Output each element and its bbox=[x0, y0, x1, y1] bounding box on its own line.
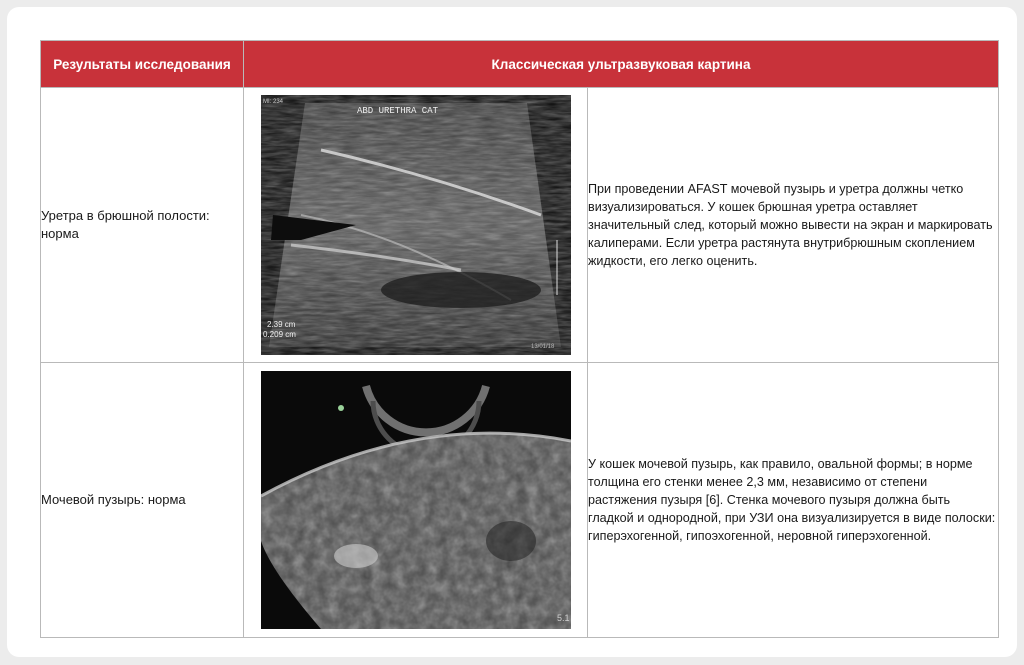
image-title: ABD URETHRA CAT bbox=[356, 106, 438, 116]
ultrasound-image-cell bbox=[244, 363, 588, 638]
content-card bbox=[7, 7, 1017, 657]
header-picture: Классическая ультразвуковая картина bbox=[244, 41, 999, 88]
image-date: 13/01/18 bbox=[530, 344, 554, 350]
caliper-measure-2: 0.209 cm bbox=[262, 330, 296, 339]
row-description: У кошек мочевой пузырь, как правило, овальной формы; в норме толщина его стенки менее 2,3 мм, независимо от степени растяжения пузыря [6]. Стенка мочевого пузыря должна быть гладкой и однородной, при УЗИ она визуализируется в виде полоски: гиперэхогенной, гипоэхогенной, неровной гиперэхогенной. bbox=[588, 363, 999, 638]
ultrasound-image-cell bbox=[244, 88, 588, 363]
results-table bbox=[40, 40, 999, 638]
row-label: Уретра в брюшной полости: норма bbox=[41, 88, 244, 363]
header-results: Результаты исследования bbox=[41, 41, 244, 88]
table-row bbox=[41, 363, 999, 638]
table-header-row bbox=[41, 41, 999, 88]
urethra-ultrasound-image bbox=[261, 95, 571, 355]
row-description: При проведении AFAST мочевой пузырь и уретра должны четко визуализироваться. У кошек брюшная уретра оставляет значительный след, который можно вывести на экран и маркировать калиперами. Если уретра растянута внутрибрюшным скоплением жидкости, его легко оценить. bbox=[588, 88, 999, 363]
bladder-ultrasound-image bbox=[261, 371, 571, 629]
depth-label: 5.1 bbox=[556, 613, 570, 623]
caliper-measure-1: 2.39 cm bbox=[266, 320, 295, 329]
table-row bbox=[41, 88, 999, 363]
marker-dot bbox=[338, 405, 344, 411]
image-corner-label: MI: 234 bbox=[262, 99, 283, 105]
row-label: Мочевой пузырь: норма bbox=[41, 363, 244, 638]
